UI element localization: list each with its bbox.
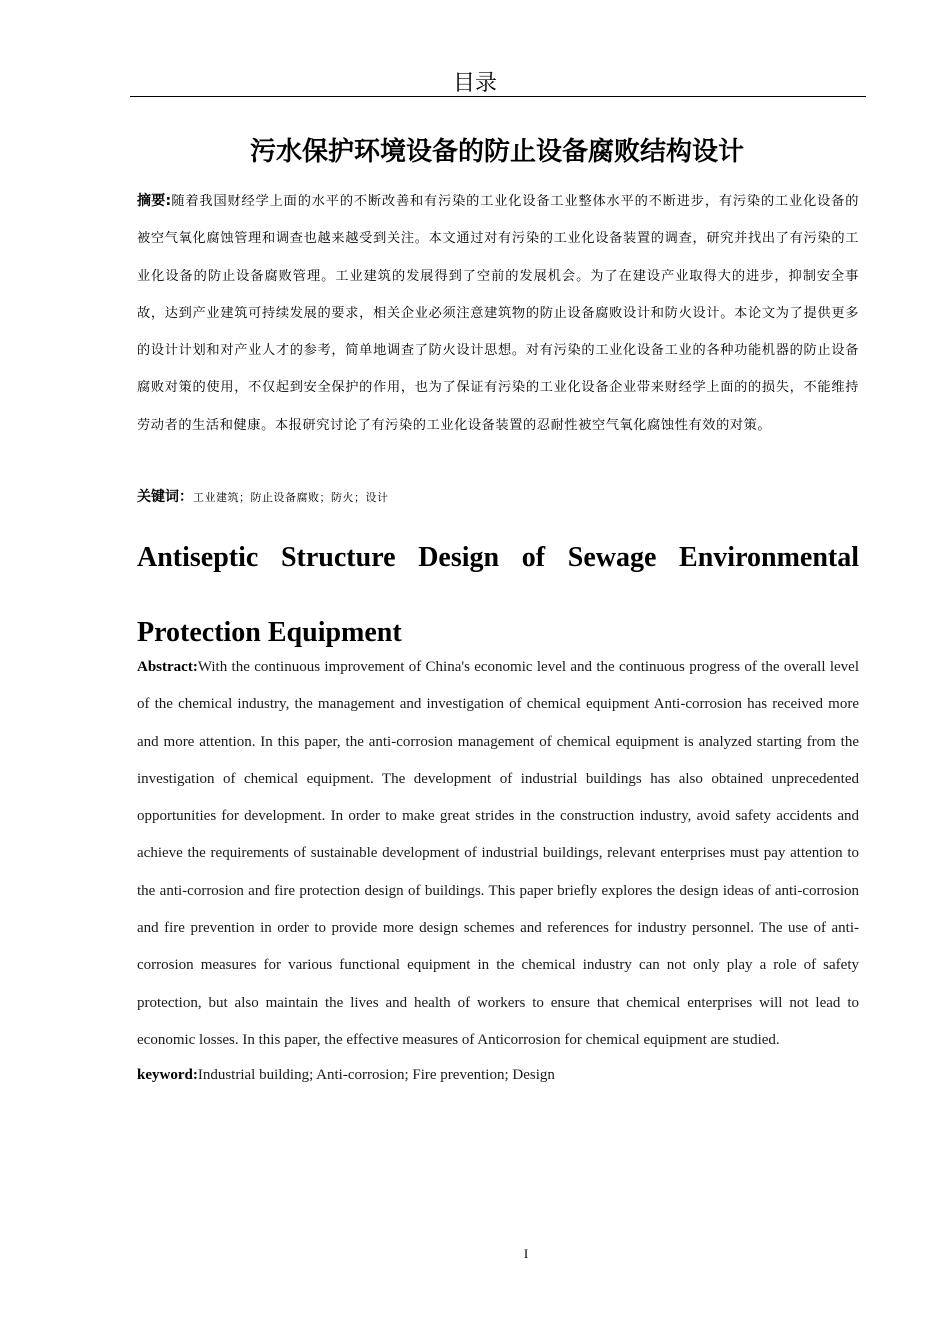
english-keywords — [137, 1064, 555, 1086]
header-divider — [130, 96, 866, 97]
page-number: I — [523, 1246, 529, 1261]
chinese-keywords-text: 工业建筑；防止设备腐败；防火；设计 — [193, 491, 389, 504]
chinese-abstract — [137, 183, 859, 444]
chinese-keywords — [137, 487, 389, 508]
english-title: Antiseptic Structure Design of Sewage Environmental Protection Equipment — [137, 542, 859, 648]
english-keywords-label: keyword: — [137, 1067, 198, 1083]
chinese-title: 污水保护环境设备的防止设备腐败结构设计 — [249, 137, 744, 167]
page-header-title: 目录 — [452, 71, 497, 96]
chinese-abstract-text: 随着我国财经学上面的水平的不断改善和有污染的工业化设备工业整体水平的不断进步，有污染的工业化设备的被空气氧化腐蚀管理和调查也越来越受到关注。本文通过对有污染的工业化设备装置的调查，研究并找出了有污染的工业化设备的防止设备腐败管理。工业建筑的发展得到了空前的发展机会。为了在建设产业取得大的进步，抑制安全事故，达到产业建筑可持续发展的要求，相关企业必须注意建筑物的防止设备腐败设计和防火设计。本论文为了提供更多的设计计划和对产业人才的参考，简单地调查了防火设计思想。对有污染的工业化设备工业的各种功能机器的防止设备腐败对策的使用，不仅起到安全保护的作用，也为了保证有污染的工业化设备企业带来财经学上面的的损失，不能维持劳动者的生活和健康。本报研究讨论了有污染的工业化设备装置的忍耐性被空气氧化腐蚀性有效的对策。 — [137, 194, 859, 433]
english-keywords-text: Industrial building; Anti-corrosion; Fire prevention; Design — [197, 1067, 555, 1083]
chinese-abstract-label: 摘要: — [137, 193, 172, 209]
english-abstract — [137, 649, 859, 1059]
english-abstract-text: With the continuous improvement of China's economic level and the continuous progress of the overall level of the chemical industry, the management and investigation of chemical equipment Anti-corrosion has received more and more attention. In this paper, the anti-corrosion management of chemical equipment is analyzed starting from the investigation of chemical equipment. The development of industrial buildings has also obtained unprecedented opportunities for development. In order to make great strides in the construction industry, avoid safety accidents and achieve the requirements of sustainable development of industrial buildings, relevant enterprises must pay attention to the anti-corrosion and fire protection design of buildings. This paper briefly explores the design ideas of anti-corrosion and fire prevention in order to provide more design schemes and references for industry personnel. The use of anti-corrosion measures for various functional equipment in the chemical industry can not only play a role of safety protection, but also maintain the lives and health of workers to ensure that chemical enterprises will not lead to economic losses. In this paper, the effective measures of Anticorrosion for chemical equipment are studied. — [137, 659, 859, 1048]
english-abstract-label: Abstract: — [137, 659, 198, 675]
chinese-keywords-label: 关键词： — [137, 489, 193, 505]
